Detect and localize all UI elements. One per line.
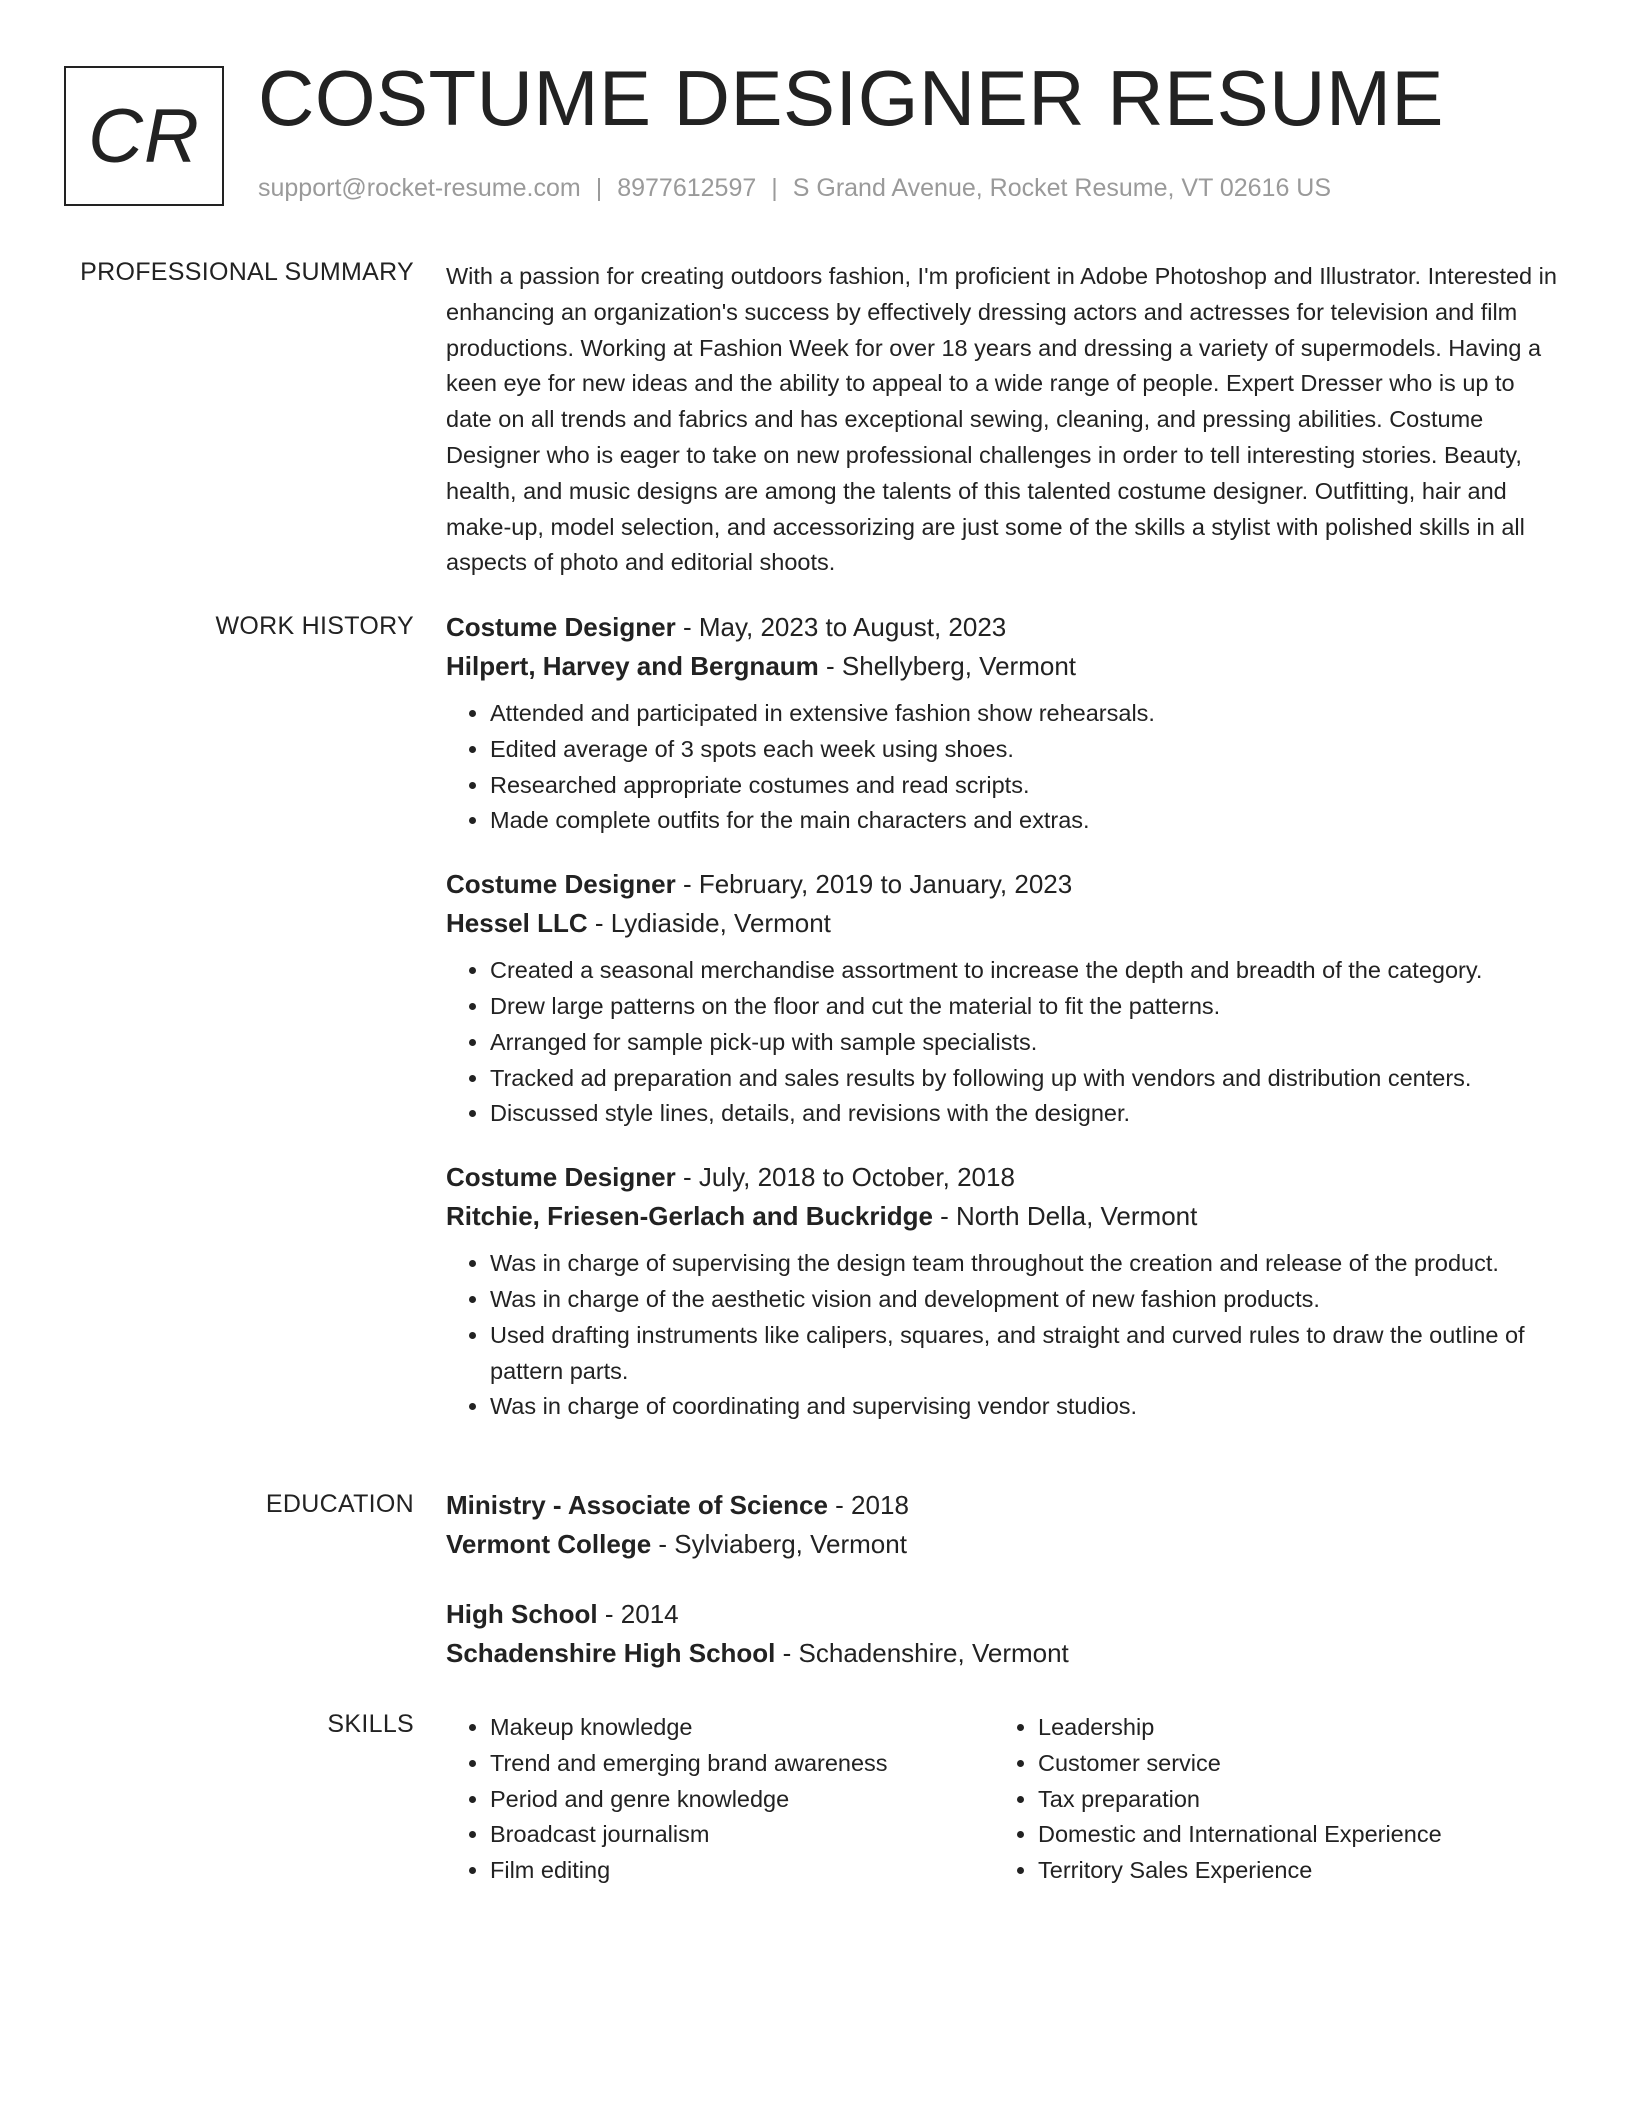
job-dates: - February, 2019 to January, 2023: [675, 869, 1073, 900]
contact-separator: |: [595, 174, 603, 202]
skill-item: • Tax preparation: [1038, 1782, 1542, 1818]
job-dates: - May, 2023 to August, 2023: [675, 612, 1007, 642]
job-dates: - July, 2018 to October, 2018: [675, 1162, 1015, 1193]
job-location: - North Della, Vermont: [932, 1201, 1198, 1232]
job-bullet: • Drew large patterns on the floor and cut the material to fit the patterns.: [490, 989, 1566, 1025]
summary-body: [446, 259, 1566, 581]
job-bullets: [446, 696, 1566, 839]
education-school-line: [446, 1525, 1566, 1564]
job-bullet: • Was in charge of supervising the design team throughout the creation and release of the product.: [490, 1246, 1566, 1282]
job-bullet: • Edited average of 3 spots each week using shoes.: [490, 732, 1566, 768]
job-title-line: [446, 865, 1566, 904]
skill-item: • Makeup knowledge: [490, 1710, 994, 1746]
work-history-label: WORK HISTORY: [215, 612, 414, 640]
education-year: - 2014: [597, 1599, 679, 1629]
skills-list-left: [446, 1710, 994, 1889]
job-company: Hilpert, Harvey and Bergnaum: [446, 651, 819, 681]
job-bullet: • Created a seasonal merchandise assortment to increase the depth and breadth of the category.: [490, 953, 1566, 989]
job-title-line: [446, 1158, 1566, 1197]
job-bullets: [446, 1246, 1566, 1425]
education-body: [446, 1486, 1566, 1673]
job-title: Costume Designer: [446, 612, 676, 642]
skills-body: [446, 1710, 1566, 1889]
job-bullet: • Tracked ad preparation and sales results by following up with vendors and distribution centers.: [490, 1061, 1566, 1097]
education-entry: [446, 1486, 1566, 1564]
job-bullet: • Used drafting instruments like calipers, squares, and straight and curved rules to draw the outline of pattern parts.: [490, 1318, 1566, 1390]
job-bullet: • Arranged for sample pick-up with sample specialists.: [490, 1025, 1566, 1061]
job-location: - Shellyberg, Vermont: [818, 651, 1077, 681]
skills-columns: [446, 1710, 1566, 1889]
education-label: EDUCATION: [265, 1490, 414, 1518]
job-company-line: [446, 1197, 1566, 1236]
skill-item: • Leadership: [1038, 1710, 1542, 1746]
contact-separator: |: [771, 174, 778, 202]
job-bullet: • Discussed style lines, details, and revisions with the designer.: [490, 1096, 1566, 1132]
contact-line: [258, 174, 1331, 203]
education-school: Vermont College: [446, 1529, 652, 1559]
skill-item: • Territory Sales Experience: [1038, 1853, 1542, 1889]
job-bullet: • Was in charge of the aesthetic vision and development of new fashion products.: [490, 1282, 1566, 1318]
skill-item: • Broadcast journalism: [490, 1817, 994, 1853]
work-history-body: [446, 608, 1566, 1425]
job-bullet: • Researched appropriate costumes and read scripts.: [490, 768, 1566, 804]
job-company: Hessel LLC: [446, 908, 588, 939]
education-year: - 2018: [827, 1490, 909, 1520]
education-school: Schadenshire High School: [446, 1638, 776, 1668]
summary-label: PROFESSIONAL SUMMARY: [80, 258, 414, 286]
monogram-badge: CR: [64, 66, 224, 206]
job-entry: [446, 608, 1566, 839]
skills-label: SKILLS: [327, 1710, 414, 1738]
education-school-line: [446, 1634, 1566, 1673]
job-entry: [446, 1158, 1566, 1425]
job-bullet: • Made complete outfits for the main characters and extras.: [490, 803, 1566, 839]
contact-address: S Grand Avenue, Rocket Resume, VT 02616 US: [792, 174, 1332, 202]
skill-item: • Customer service: [1038, 1746, 1542, 1782]
skill-item: • Film editing: [490, 1853, 994, 1889]
job-company-line: [446, 904, 1566, 943]
education-degree: Ministry - Associate of Science: [446, 1490, 828, 1520]
skill-item: • Period and genre knowledge: [490, 1782, 994, 1818]
education-degree-line: [446, 1486, 1566, 1525]
skill-item: • Trend and emerging brand awareness: [490, 1746, 994, 1782]
contact-email: support@rocket-resume.com: [258, 174, 581, 202]
education-location: - Sylviaberg, Vermont: [651, 1529, 907, 1559]
job-title-line: [446, 608, 1566, 647]
education-degree-line: [446, 1595, 1566, 1634]
skill-item: • Domestic and International Experience: [1038, 1817, 1542, 1853]
education-entry: [446, 1595, 1566, 1673]
job-bullet: • Attended and participated in extensive fashion show rehearsals.: [490, 696, 1566, 732]
job-company: Ritchie, Friesen-Gerlach and Buckridge: [446, 1201, 933, 1232]
page-title: COSTUME DESIGNER RESUME: [258, 54, 1444, 142]
education-location: - Schadenshire, Vermont: [775, 1638, 1069, 1668]
contact-phone: 8977612597: [617, 174, 757, 202]
job-bullet: • Was in charge of coordinating and supervising vendor studios.: [490, 1389, 1566, 1425]
job-entry: [446, 865, 1566, 1132]
skills-list-right: [994, 1710, 1542, 1889]
job-bullets: [446, 953, 1566, 1132]
job-title: Costume Designer: [446, 869, 676, 900]
summary-text: With a passion for creating outdoors fashion, I'm proficient in Adobe Photoshop and Illustrator. Interested in enhancing an organization's success by effectively dressing actors and actresses for television and film productions. Working at Fashion Week for over 18 years and dressing a variety of supermodels. Having a keen eye for new ideas and the ability to appeal to a wide range of people. Expert Dresser who is up to date on all trends and fabrics and has exceptional sewing, cleaning, and pressing abilities. Costume Designer who is eager to take on new professional challenges in order to tell interesting stories. Beauty, health, and music designs are among the talents of this talented costume designer. Outfitting, hair and make-up, model selection, and accessorizing are just some of the skills a stylist with polished skills in all aspects of photo and editorial shoots.: [446, 263, 1557, 576]
job-company-line: [446, 647, 1566, 686]
job-title: Costume Designer: [446, 1162, 676, 1193]
education-degree: High School: [446, 1599, 598, 1629]
job-location: - Lydiaside, Vermont: [587, 908, 831, 939]
